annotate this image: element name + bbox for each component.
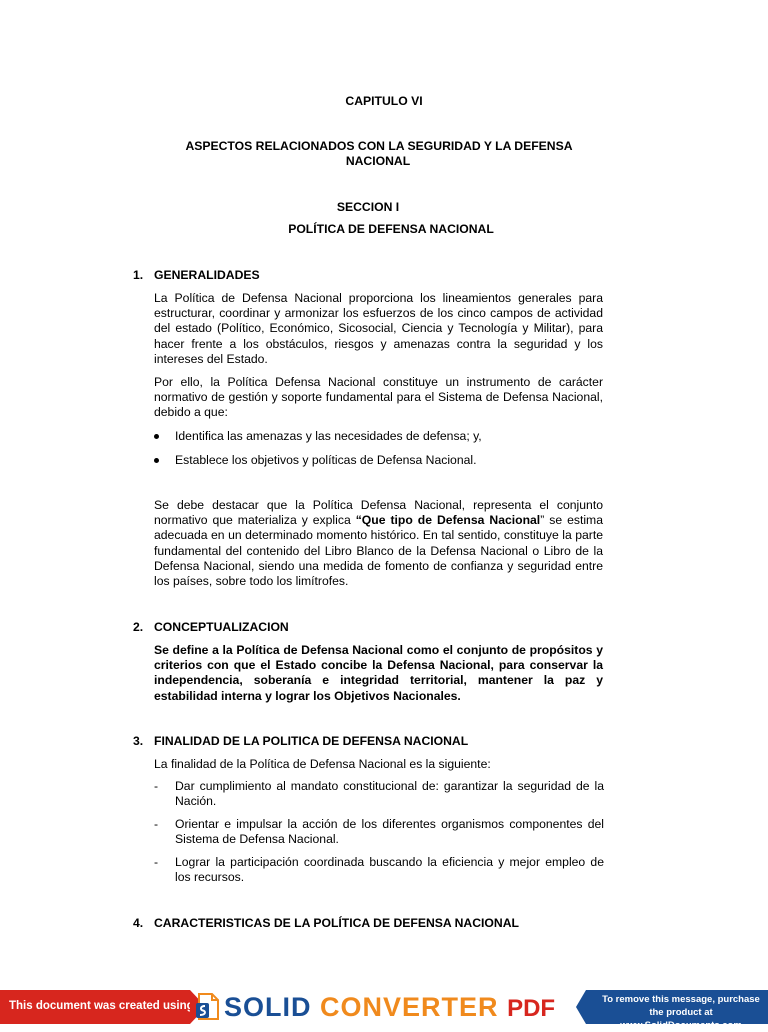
dash-marker: - <box>154 779 159 793</box>
paragraph-3-start: Se debe destacar que la Política Defensa Nacional, representa el conjunto normativo que materializa y explica <box>154 498 603 528</box>
document-logo-icon <box>196 993 220 1021</box>
bullet-icon <box>154 429 159 444</box>
section-1-number: 1. <box>133 268 144 282</box>
converter-banner[interactable] <box>0 990 768 1031</box>
section-4-number: 4. <box>133 916 144 930</box>
paragraph-3-end: ” se estima adecuada en un determinado momento histórico. En tal sentido, constituye la parte fundamental del contenido del Libro Blanco de la Defensa Nacional o Libro de la Defensa Nacional, siendo una medida de fomento de confianza y seguridad entre los países, sobre todo los limítrofes. <box>154 513 603 589</box>
dash-marker: - <box>154 855 159 869</box>
list-item-text: Establece los objetivos y políticas de Defensa Nacional. <box>175 453 477 467</box>
brand-wordmark <box>224 992 555 1024</box>
arrow-left-icon <box>576 990 586 1024</box>
paragraph-3-emphasis: “Que tipo de Defensa Nacional <box>355 513 541 528</box>
banner-left-text: This document was created using <box>9 1000 194 1012</box>
list-item-text: Orientar e impulsar la acción de los diferentes organismos componentes del Sistema de Defensa Nacional. <box>175 817 604 847</box>
section-1-paragraph-3 <box>154 498 603 589</box>
section-label: SECCION I <box>336 200 400 214</box>
brand-solid: SOLID <box>224 992 312 1022</box>
document-title-line1: ASPECTOS RELACIONADOS CON LA SEGURIDAD Y LA DEFENSA <box>185 139 573 153</box>
section-1-paragraph-2: Por ello, la Política Defensa Nacional constituye un instrumento de carácter normativo de gestión y soporte fundamental para el Sistema de Defensa Nacional, debido a que: <box>154 375 603 420</box>
section-title: POLÍTICA DE DEFENSA NACIONAL <box>288 222 494 236</box>
section-2-paragraph: Se define a la Política de Defensa Nacional como el conjunto de propósitos y criterios con que el Estado concibe la Defensa Nacional, para conservar la independencia, soberanía e integridad territorial, mantener la paz y estabilidad interna y lograr los Objetivos Nacionales. <box>154 643 603 703</box>
section-2-number: 2. <box>133 620 144 634</box>
section-4-title: CARACTERISTICAS DE LA POLÍTICA DE DEFENSA NACIONAL <box>154 916 519 930</box>
section-2-title: CONCEPTUALIZACION <box>154 620 289 634</box>
section-1-title: GENERALIDADES <box>154 268 260 282</box>
list-item-text: Dar cumplimiento al mandato constitucional de: garantizar la seguridad de la Nación. <box>175 779 604 809</box>
section-1-paragraph-1: La Política de Defensa Nacional proporciona los lineamientos generales para estructurar, coordinar y armonizar los esfuerzos de los cinco campos de actividad del estado (Político, Económico, Sicosocial, Ciencia y Tecnología y Militar), para hacer frente a los obstáculos, riesgos y amenazas contra la seguridad y los intereses del Estado. <box>154 291 603 366</box>
list-item-text: Identifica las amenazas y las necesidades de defensa; y, <box>175 429 482 443</box>
banner-left-ribbon <box>0 990 194 1024</box>
document-title-line2: NACIONAL <box>345 154 411 168</box>
section-3-intro: La finalidad de la Política de Defensa Nacional es la siguiente: <box>154 757 491 771</box>
purchase-message[interactable] <box>586 990 768 1031</box>
section-3-number: 3. <box>133 734 144 748</box>
list-item-text: Lograr la participación coordinada buscando la eficiencia y mejor empleo de los recursos. <box>175 855 604 885</box>
purchase-message-text[interactable]: To remove this message, purchase the product at www.SolidDocuments.com <box>602 994 760 1031</box>
dash-marker: - <box>154 817 159 831</box>
chapter-title: CAPITULO VI <box>345 94 423 108</box>
brand-pdf: PDF <box>507 995 556 1022</box>
brand-converter: CONVERTER <box>320 992 499 1022</box>
section-3-title: FINALIDAD DE LA POLITICA DE DEFENSA NACIONAL <box>154 734 469 748</box>
bullet-icon <box>154 453 159 468</box>
